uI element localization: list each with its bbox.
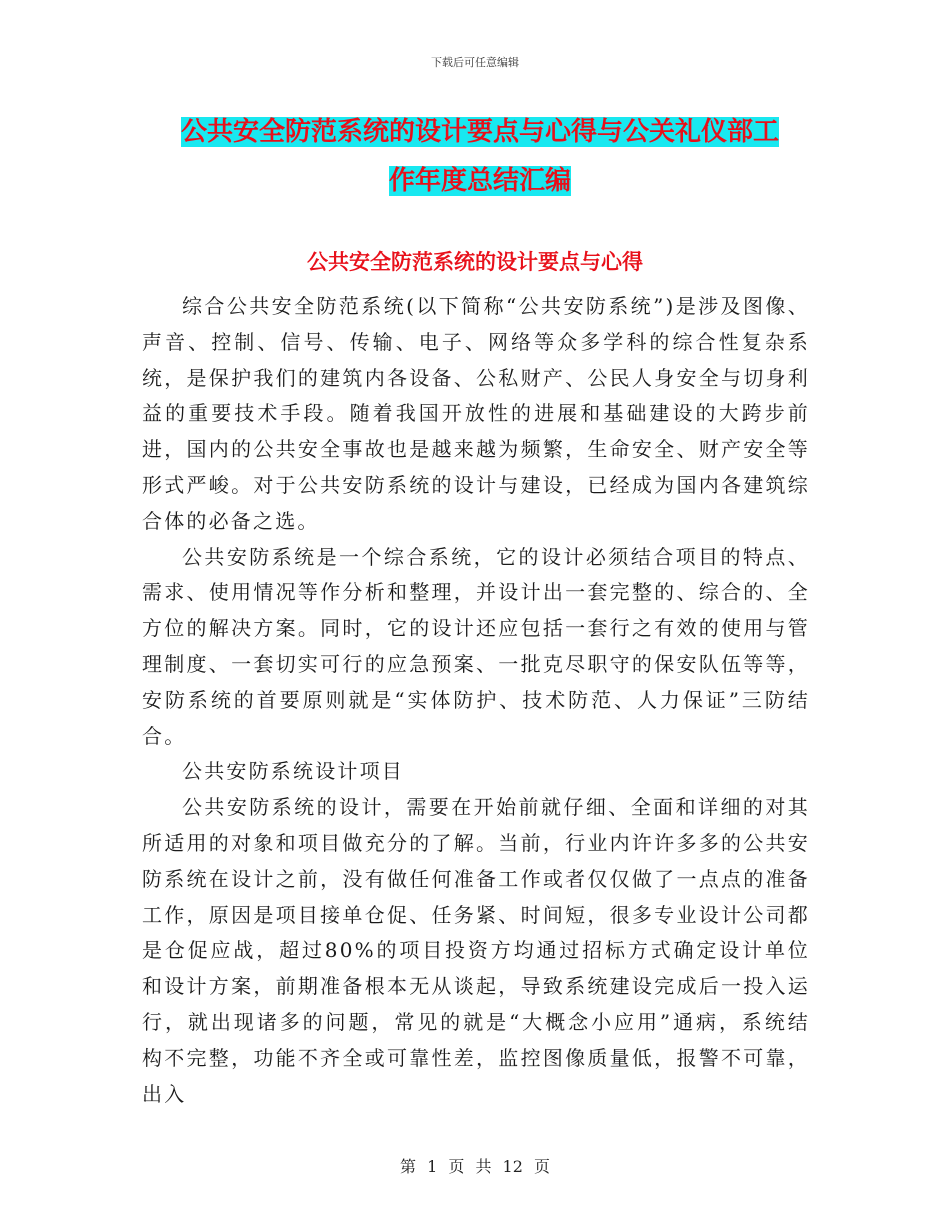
body-paragraph: 公共安防系统是一个综合系统，它的设计必须结合项目的特点、需求、使用情况等作分析和整理，并设计出一套完整的、综合的、全方位的解决方案。同时，它的设计还应包括一套行之有效的使用与管理制度、一套切实可行的应急预案、一批克尽职守的保安队伍等等，安防系统的首要原则就是“实体防护、技术防范、人力保证”三防结合。	[142, 544, 810, 748]
section-title: 公共安全防范系统的设计要点与心得	[307, 250, 643, 274]
page-header-note: 下载后可任意编辑	[431, 56, 519, 69]
document-title-line-2: 作年度总结汇编	[388, 166, 571, 196]
document-title	[150, 108, 810, 206]
document-title-line-1: 公共安全防范系统的设计要点与心得与公关礼仪部工	[180, 117, 779, 147]
body-paragraph: 综合公共安全防范系统(以下简称“公共安防系统”)是涉及图像、声音、控制、信号、传输、电子、网络等众多学科的综合性复杂系统，是保护我们的建筑内各设备、公私财产、公民人身安全与切身利益的重要技术手段。随着我国开放性的进展和基础建设的大跨步前进，国内的公共安全事故也是越来越为频繁，生命安全、财产安全等形式严峻。对于公共安防系统的设计与建设，已经成为国内各建筑综合体的必备之选。	[142, 294, 810, 533]
page-number-footer: 第 1 页 共 12 页	[400, 1157, 550, 1176]
body-paragraph: 公共安防系统的设计，需要在开始前就仔细、全面和详细的对其所适用的对象和项目做充分的了解。当前，行业内许许多多的公共安防系统在设计之前，没有做任何准备工作或者仅仅做了一点点的准备工作，原因是项目接单仓促、任务紧、时间短，很多专业设计公司都是仓促应战，超过80%的项目投资方均通过招标方式确定设计单位和设计方案，前期准备根本无从谈起，导致系统建设完成后一投入运行，就出现诸多的问题，常见的就是“大概念小应用”通病，系统结构不完整，功能不齐全或可靠性差，监控图像质量低，报警不可靠，出入	[142, 795, 810, 1106]
body-paragraph: 公共安防系统设计项目	[182, 759, 404, 784]
document-body	[142, 289, 810, 1112]
